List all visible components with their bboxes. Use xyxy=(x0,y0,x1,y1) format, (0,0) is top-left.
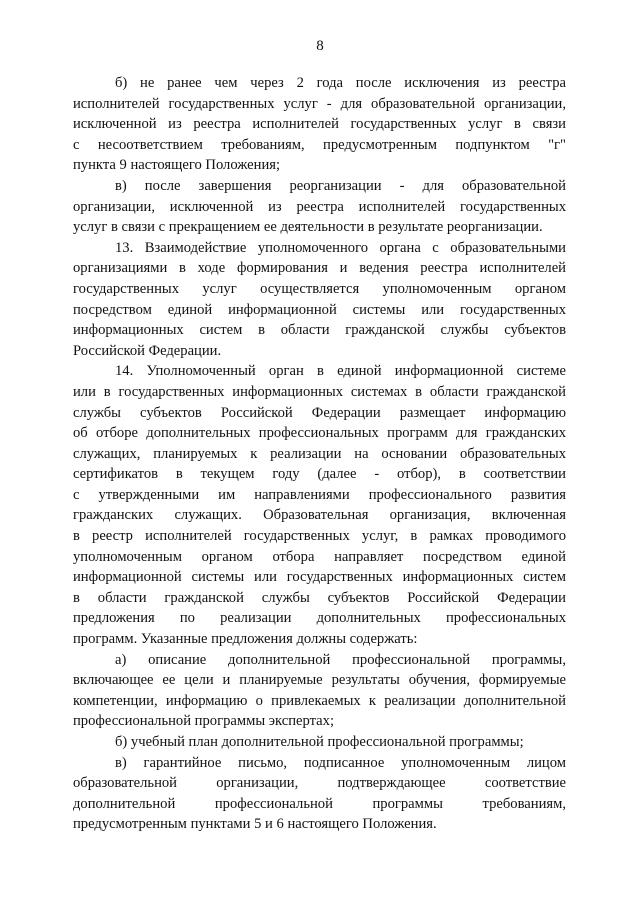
text-line: в) гарантийное письмо, подписанное уполномоченным лицом xyxy=(115,754,566,771)
paragraph xyxy=(73,361,566,649)
text-line: уполномоченным органом отбора направляет посредством единой xyxy=(73,548,566,565)
text-line: дополнительной профессиональной программы требованиям, xyxy=(73,795,566,812)
document-body xyxy=(73,73,566,835)
text-line: информационных систем в области гражданской службы субъектов xyxy=(73,322,566,339)
text-line: служащих, планируемых к реализации на основании образовательных xyxy=(73,445,566,462)
text-line: компетенции, информацию о привлекаемых к реализации дополнительной xyxy=(73,692,566,709)
text-line: гражданских служащих. Образовательная организация, включенная xyxy=(73,507,566,524)
text-line: б) учебный план дополнительной профессиональной программы; xyxy=(115,734,524,750)
paragraph xyxy=(73,732,566,753)
paragraph xyxy=(73,753,566,835)
text-line: предложения по реализации дополнительных профессиональных xyxy=(73,610,566,627)
text-line: 14. Уполномоченный орган в единой информационной системе xyxy=(115,363,566,380)
text-line: Российской Федерации. xyxy=(73,342,222,359)
text-line: организации, исключенной из реестра исполнителей государственных xyxy=(73,198,566,215)
text-line: службы субъектов Российской Федерации размещает информацию xyxy=(73,404,566,421)
paragraph xyxy=(73,238,566,362)
text-line: с утвержденными им направлениями профессионального развития xyxy=(73,486,566,503)
text-line: пункта 9 настоящего Положения; xyxy=(73,157,281,174)
text-line: исключенной из реестра исполнителей государственных услуг в связи xyxy=(73,116,566,133)
text-line: информационной системы или государственных информационных систем xyxy=(73,569,566,586)
paragraph xyxy=(73,650,566,732)
text-line: в) после завершения реорганизации - для образовательной xyxy=(115,177,566,194)
text-line: или в государственных информационных системах в области гражданской xyxy=(73,383,566,400)
text-line: включающее ее цели и планируемые результаты обучения, формируемые xyxy=(73,672,566,689)
text-line: в области гражданской службы субъектов Российской Федерации xyxy=(73,589,566,606)
text-line: организациями в ходе формирования и ведения реестра исполнителей xyxy=(73,260,566,277)
text-line: государственных услуг осуществляется уполномоченным органом xyxy=(73,280,566,297)
text-line: посредством единой информационной системы или государственных xyxy=(73,301,566,318)
text-line: об отборе дополнительных профессиональных программ для гражданских xyxy=(73,425,566,442)
text-line: услуг в связи с прекращением ее деятельности в результате реорганизации. xyxy=(73,219,543,236)
text-line: профессиональной программы экспертах; xyxy=(73,713,335,730)
paragraph xyxy=(73,73,566,176)
text-line: б) не ранее чем через 2 года после исключения из реестра xyxy=(115,75,566,91)
page-number: 8 xyxy=(316,38,324,54)
text-line: программ. Указанные предложения должны содержать: xyxy=(73,631,418,648)
text-line: исполнителей государственных услуг - для образовательной организации, xyxy=(73,95,566,112)
text-line: образовательной организации, подтверждающее соответствие xyxy=(73,775,566,792)
paragraph xyxy=(73,176,566,238)
text-line: а) описание дополнительной профессиональной программы, xyxy=(115,651,566,668)
text-line: с несоответствием требованиям, предусмотренным подпунктом "г" xyxy=(73,136,566,153)
text-line: в реестр исполнителей государственных услуг, в рамках проводимого xyxy=(73,528,566,545)
text-line: предусмотренным пунктами 5 и 6 настоящего Положения. xyxy=(73,816,437,833)
text-line: сертификатов в текущем году (далее - отбор), в соответствии xyxy=(73,466,566,483)
text-line: 13. Взаимодействие уполномоченного органа с образовательными xyxy=(115,239,566,256)
